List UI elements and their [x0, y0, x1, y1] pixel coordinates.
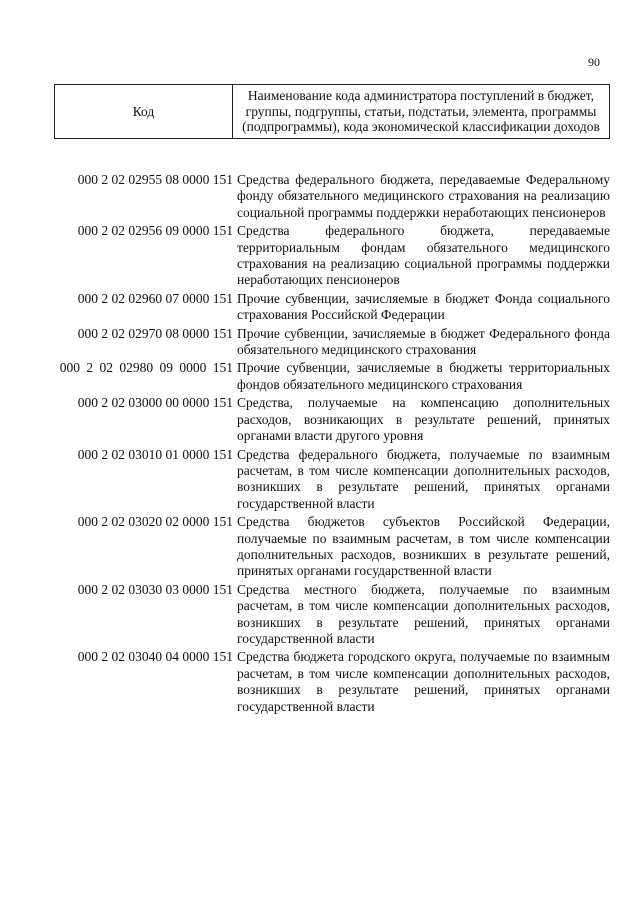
row-code: 000 2 02 03030 03 0000 151 [77, 581, 233, 597]
table-row [54, 326, 610, 359]
table-row [54, 514, 610, 580]
row-code: 000 2 02 03010 01 0000 151 [77, 446, 233, 462]
row-text: Прочие субвенции, зачисляемые в бюджет Фонда социального страхования Российской Федерации [237, 290, 610, 323]
table-row [54, 291, 610, 324]
row-text: Средства местного бюджета, получаемые по взаимным расчетам, в том числе компенсации дополнительных расходов, возникших в результате решений, принятых органами государственной власти [237, 581, 610, 646]
header-table [54, 84, 610, 139]
classification-rows [54, 172, 610, 717]
table-row [54, 360, 610, 393]
row-code: 000 2 02 02955 08 0000 151 [77, 172, 233, 187]
row-text: Средства федерального бюджета, передаваемые Федеральному фонду обязательного медицинского страхования на реализацию социальной программы поддержки неработающих пенсионеров [237, 172, 610, 220]
table-row [54, 582, 610, 648]
table-row [54, 395, 610, 444]
header-name-cell: Наименование кода администратора поступлений в бюджет, группы, подгруппы, статьи, подстатьи, элемента, программы (подпрограммы), кода экономической классификации доходов [233, 85, 610, 139]
header-code-cell: Код [55, 85, 233, 139]
row-text: Средства, получаемые на компенсацию дополнительных расходов, возникающих в результате решений, принятых органами власти другого уровня [237, 395, 610, 444]
table-row [54, 447, 610, 513]
row-code: 000 2 02 02980 09 0000 151 [59, 360, 233, 376]
row-code: 000 2 02 03000 00 0000 151 [77, 395, 233, 411]
table-row [54, 172, 610, 221]
row-text: Прочие субвенции, зачисляемые в бюджет Федерального фонда обязательного медицинского страхования [237, 325, 610, 358]
header-row [55, 85, 610, 139]
row-text: Средства бюджета городского округа, получаемые по взаимным расчетам, в том числе компенсации дополнительных расходов, возникших в результате решений, принятых органами государственной власти [237, 649, 610, 714]
row-text: Средства бюджетов субъектов Российской Федерации, получаемые по взаимным расчетам, в том числе компенсации дополнительных расходов, возникших в результате решений, принятых органами государственной власти [237, 514, 610, 579]
row-text: Средства федерального бюджета, получаемые по взаимным расчетам, в том числе компенсации дополнительных расходов, возникших в результате решений, принятых органами государственной власти [237, 446, 610, 511]
row-code: 000 2 02 02970 08 0000 151 [77, 325, 233, 341]
row-code: 000 2 02 03020 02 0000 151 [77, 514, 233, 530]
table-row [54, 223, 610, 289]
row-text: Прочие субвенции, зачисляемые в бюджеты территориальных фондов обязательного медицинского страхования [237, 360, 610, 392]
table-row [54, 649, 610, 715]
page-number: 90 [588, 55, 600, 69]
row-text: Средства федерального бюджета, передаваемые территориальным фондам обязательного медицинского страхования на реализацию социальной программы поддержки неработающих пенсионеров [237, 223, 610, 288]
row-code: 000 2 02 02956 09 0000 151 [77, 223, 233, 239]
row-code: 000 2 02 03040 04 0000 151 [77, 649, 233, 665]
row-code: 000 2 02 02960 07 0000 151 [77, 290, 233, 306]
